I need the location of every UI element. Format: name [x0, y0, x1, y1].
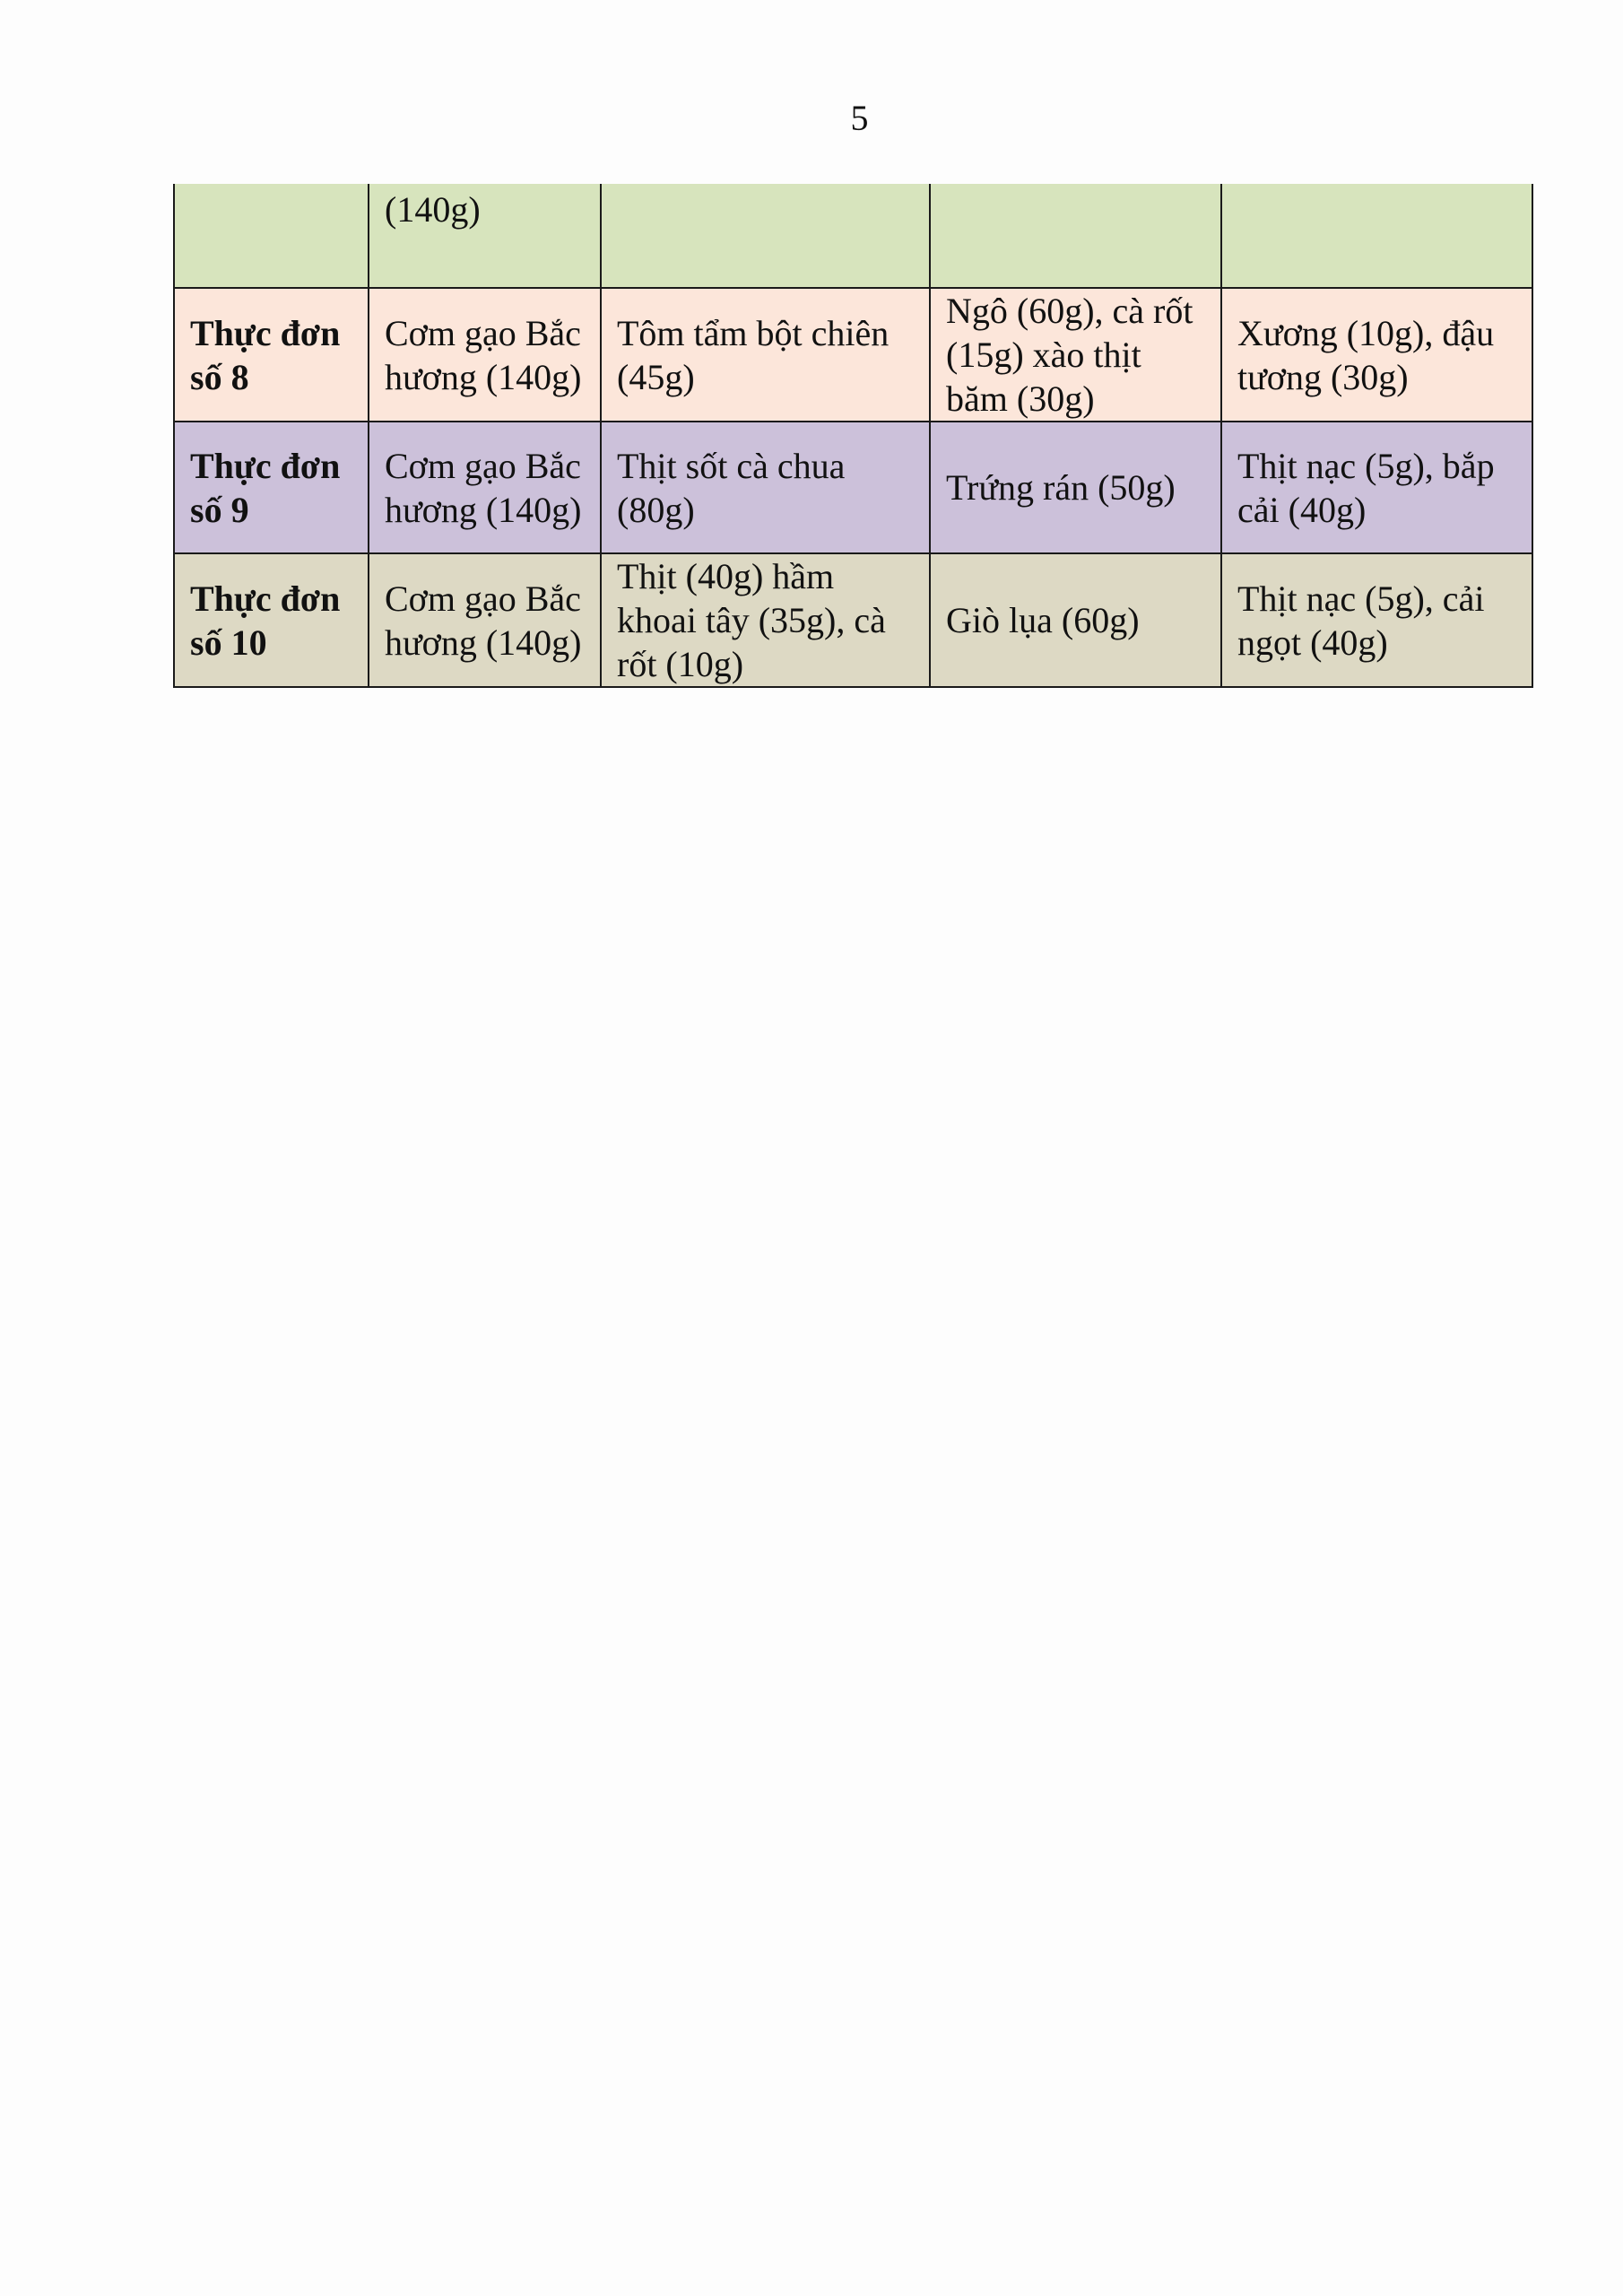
main-dish-cell [601, 184, 930, 288]
main-dish-cell: Thịt (40g) hầm khoai tây (35g), cà rốt (10g) [601, 553, 930, 687]
rice-cell: Cơm gạo Bắc hương (140g) [369, 553, 601, 687]
soup-cell [1221, 184, 1532, 288]
soup-cell: Thịt nạc (5g), bắp cải (40g) [1221, 422, 1532, 553]
soup-cell: Thịt nạc (5g), cải ngọt (40g) [1221, 553, 1532, 687]
page-number: 5 [850, 98, 869, 138]
menu-table [173, 184, 1533, 688]
side-dish-cell: Ngô (60g), cà rốt (15g) xào thịt băm (30g) [930, 288, 1221, 422]
menu-label-cell: Thực đơn số 10 [174, 553, 369, 687]
table-row-menu-10 [174, 553, 1532, 687]
rice-cell: Cơm gạo Bắc hương (140g) [369, 288, 601, 422]
side-dish-cell [930, 184, 1221, 288]
table-row-menu-9 [174, 422, 1532, 553]
rice-cell: Cơm gạo Bắc hương (140g) [369, 422, 601, 553]
soup-cell: Xương (10g), đậu tương (30g) [1221, 288, 1532, 422]
table-row-continued [174, 184, 1532, 288]
side-dish-cell: Giò lụa (60g) [930, 553, 1221, 687]
side-dish-cell: Trứng rán (50g) [930, 422, 1221, 553]
menu-label-cell: Thực đơn số 8 [174, 288, 369, 422]
rice-cell: (140g) [369, 184, 601, 288]
main-dish-cell: Tôm tẩm bột chiên (45g) [601, 288, 930, 422]
table-row-menu-8 [174, 288, 1532, 422]
menu-label-cell: Thực đơn số 9 [174, 422, 369, 553]
menu-label-cell [174, 184, 369, 288]
main-dish-cell: Thịt sốt cà chua (80g) [601, 422, 930, 553]
